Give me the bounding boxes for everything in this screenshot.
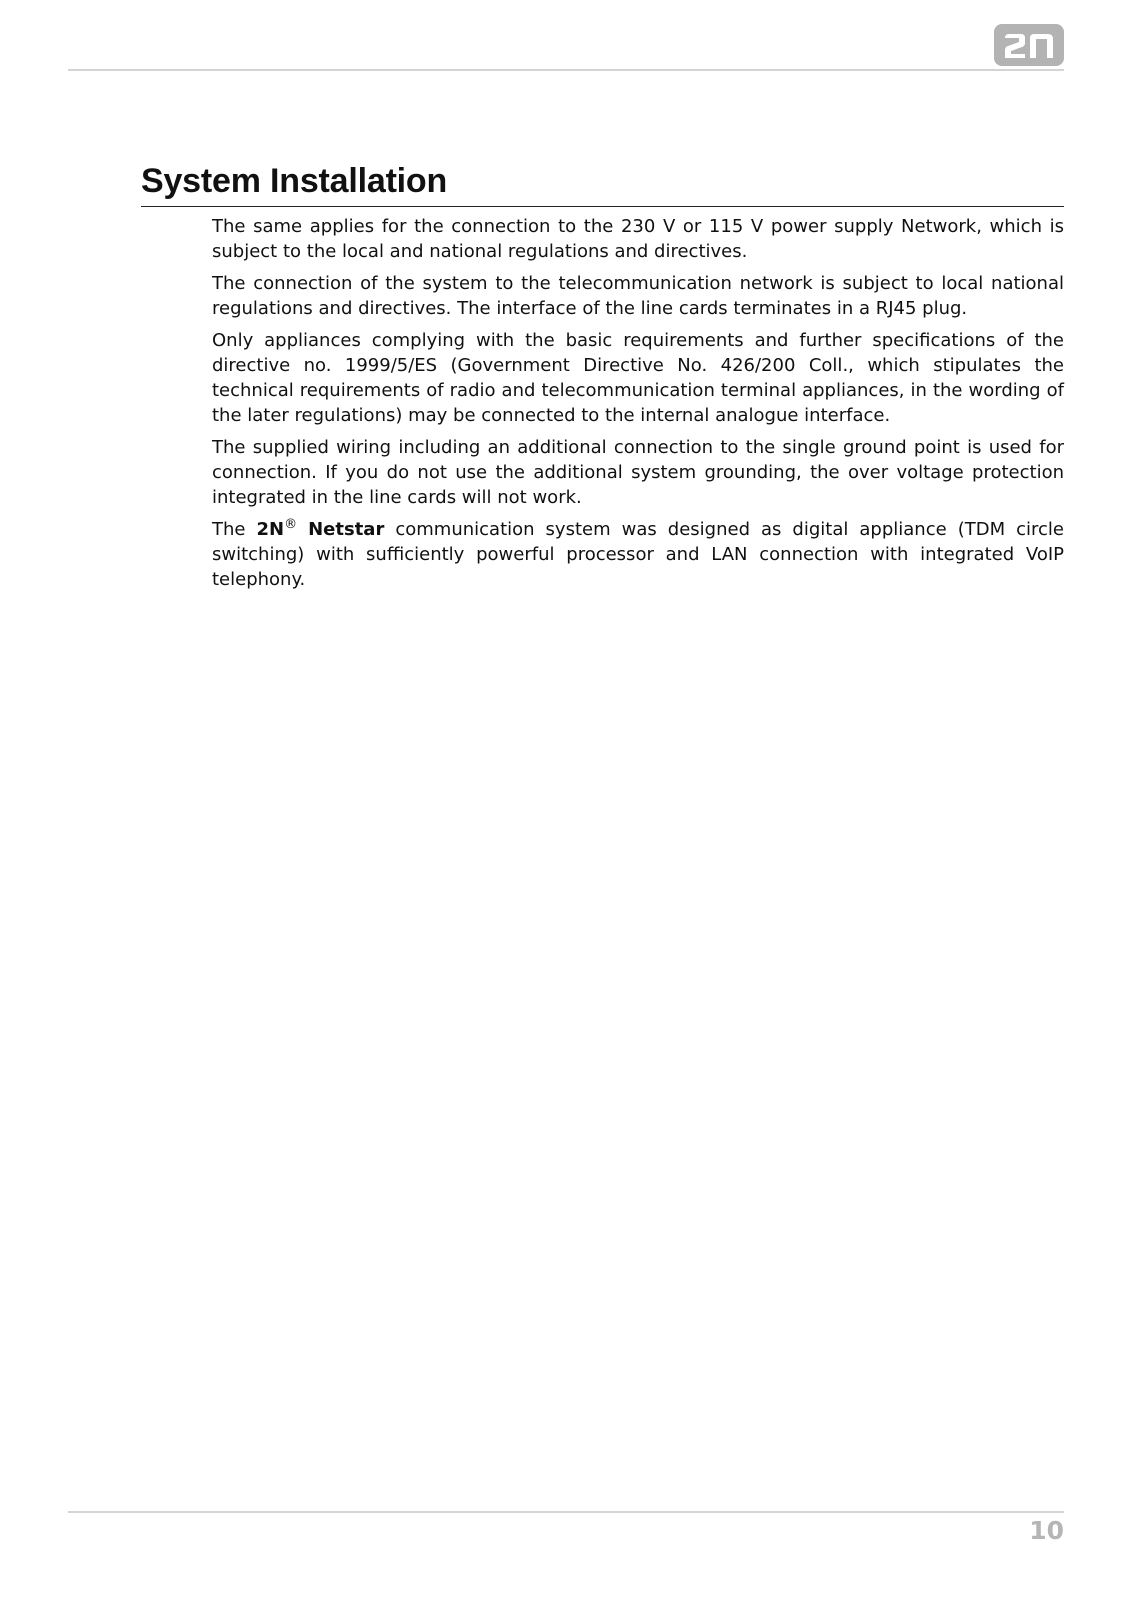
header-rule <box>68 69 1064 71</box>
2n-logo-icon <box>993 23 1065 67</box>
paragraph-wiring: The supplied wiring including an additional connection to the single ground point is used for connection. If you do not use the additional system grounding, the over voltage protection integrated in the line cards will not work. <box>212 437 1064 508</box>
section-title: System Installation <box>141 162 448 200</box>
paragraph-power-supply: The same applies for the connection to the 230 V or 115 V power supply Network, which is subject to the local and national regulations and directives. <box>212 216 1064 262</box>
page-number: 10 <box>1029 1516 1064 1545</box>
paragraph-appliances: Only appliances complying with the basic requirements and further specifications of the directive no. 1999/5/ES (Government Directive No. 426/200 Coll., which stipulates the technical requirements of radio and telecommunication terminal appliances, in the wording of the later regulations) may be connected to the internal analogue interface. <box>212 330 1064 426</box>
footer-rule <box>68 1511 1064 1513</box>
body-text <box>212 214 1064 599</box>
paragraph-netstar <box>212 517 1064 592</box>
paragraph-netstar-prefix: The <box>212 519 257 540</box>
registered-mark: ® <box>284 517 298 532</box>
title-rule <box>141 206 1064 207</box>
product-name: Netstar <box>308 519 385 540</box>
brand-name: 2N <box>256 519 285 540</box>
paragraph-telecom-network: The connection of the system to the telecommunication network is subject to local national regulations and directives. The interface of the line cards terminates in a RJ45 plug. <box>212 273 1064 319</box>
paragraph-netstar-rest: communication system was designed as digital appliance (TDM circle switching) with sufficiently powerful processor and LAN connection with integrated VoIP telephony. <box>212 519 1064 590</box>
